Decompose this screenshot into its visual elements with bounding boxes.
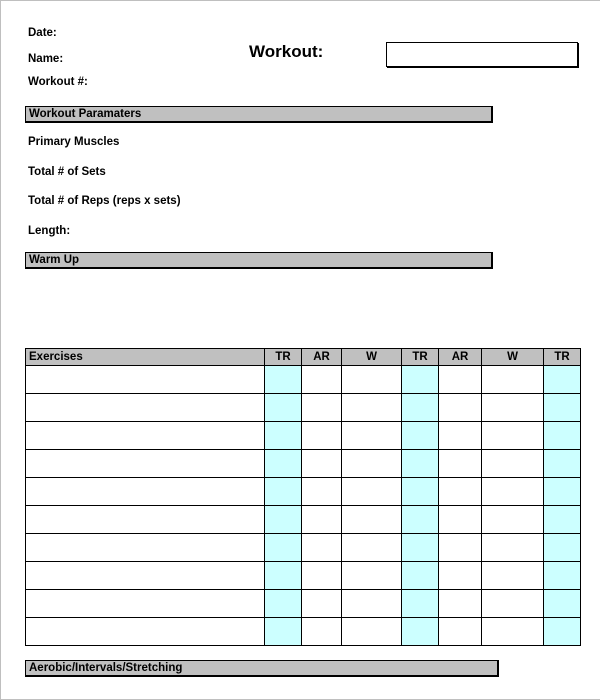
tr-cell[interactable] <box>544 478 581 506</box>
table-row <box>26 366 581 394</box>
tr-cell[interactable] <box>265 394 302 422</box>
column-header-exercises: Exercises <box>26 349 265 366</box>
exercise-grid <box>25 348 581 646</box>
tr-cell[interactable] <box>402 366 439 394</box>
total-sets-label: Total # of Sets <box>28 166 106 178</box>
table-row <box>26 618 581 646</box>
length-label: Length: <box>28 225 71 237</box>
tr-cell[interactable] <box>265 590 302 618</box>
ar-cell[interactable] <box>302 394 342 422</box>
workout-number-label: Workout #: <box>28 76 88 88</box>
table-row <box>26 562 581 590</box>
column-header-w: W <box>482 349 544 366</box>
exercise-cell[interactable] <box>26 618 265 646</box>
table-row <box>26 534 581 562</box>
ar-cell[interactable] <box>302 506 342 534</box>
ar-cell[interactable] <box>302 562 342 590</box>
tr-cell[interactable] <box>265 366 302 394</box>
w-cell[interactable] <box>342 450 402 478</box>
tr-cell[interactable] <box>265 562 302 590</box>
tr-cell[interactable] <box>544 506 581 534</box>
w-cell[interactable] <box>342 562 402 590</box>
ar-cell[interactable] <box>439 394 482 422</box>
exercise-cell[interactable] <box>26 366 265 394</box>
tr-cell[interactable] <box>544 366 581 394</box>
exercise-cell[interactable] <box>26 422 265 450</box>
ar-cell[interactable] <box>302 590 342 618</box>
tr-cell[interactable] <box>402 506 439 534</box>
tr-cell[interactable] <box>544 590 581 618</box>
w-cell[interactable] <box>482 478 544 506</box>
ar-cell[interactable] <box>302 366 342 394</box>
w-cell[interactable] <box>342 534 402 562</box>
exercise-cell[interactable] <box>26 534 265 562</box>
total-reps-label: Total # of Reps (reps x sets) <box>28 195 181 207</box>
w-cell[interactable] <box>482 366 544 394</box>
primary-muscles-label: Primary Muscles <box>28 136 120 148</box>
column-header-ar: AR <box>302 349 342 366</box>
warmup-section-header: Warm Up <box>25 252 493 269</box>
w-cell[interactable] <box>482 394 544 422</box>
tr-cell[interactable] <box>544 450 581 478</box>
tr-cell[interactable] <box>265 478 302 506</box>
tr-cell[interactable] <box>544 562 581 590</box>
tr-cell[interactable] <box>402 534 439 562</box>
ar-cell[interactable] <box>439 562 482 590</box>
ar-cell[interactable] <box>302 618 342 646</box>
tr-cell[interactable] <box>544 394 581 422</box>
workout-name-field[interactable] <box>386 42 578 67</box>
tr-cell[interactable] <box>402 618 439 646</box>
column-header-tr: TR <box>402 349 439 366</box>
exercise-table <box>25 348 581 646</box>
table-row <box>26 422 581 450</box>
name-label: Name: <box>28 53 64 65</box>
table-row <box>26 506 581 534</box>
w-cell[interactable] <box>482 590 544 618</box>
tr-cell[interactable] <box>265 618 302 646</box>
ar-cell[interactable] <box>302 478 342 506</box>
tr-cell[interactable] <box>402 478 439 506</box>
column-header-tr: TR <box>265 349 302 366</box>
column-header-tr: TR <box>544 349 581 366</box>
w-cell[interactable] <box>342 590 402 618</box>
ar-cell[interactable] <box>439 478 482 506</box>
w-cell[interactable] <box>342 618 402 646</box>
w-cell[interactable] <box>342 422 402 450</box>
w-cell[interactable] <box>482 506 544 534</box>
date-label: Date: <box>28 27 57 39</box>
table-row <box>26 478 581 506</box>
w-cell[interactable] <box>482 618 544 646</box>
parameters-section-header: Workout Paramaters <box>25 106 493 123</box>
w-cell[interactable] <box>482 422 544 450</box>
tr-cell[interactable] <box>402 394 439 422</box>
table-header-row <box>26 349 581 366</box>
tr-cell[interactable] <box>544 422 581 450</box>
ar-cell[interactable] <box>439 590 482 618</box>
w-cell[interactable] <box>482 562 544 590</box>
exercise-table-body <box>26 366 581 646</box>
tr-cell[interactable] <box>265 534 302 562</box>
table-row <box>26 394 581 422</box>
tr-cell[interactable] <box>265 450 302 478</box>
exercise-cell[interactable] <box>26 506 265 534</box>
table-row <box>26 450 581 478</box>
tr-cell[interactable] <box>402 422 439 450</box>
ar-cell[interactable] <box>439 506 482 534</box>
ar-cell[interactable] <box>439 618 482 646</box>
ar-cell[interactable] <box>439 534 482 562</box>
ar-cell[interactable] <box>302 534 342 562</box>
exercise-cell[interactable] <box>26 394 265 422</box>
w-cell[interactable] <box>342 506 402 534</box>
tr-cell[interactable] <box>402 590 439 618</box>
tr-cell[interactable] <box>402 450 439 478</box>
exercise-cell[interactable] <box>26 450 265 478</box>
ar-cell[interactable] <box>302 450 342 478</box>
workout-title: Workout: <box>249 42 324 61</box>
table-row <box>26 590 581 618</box>
w-cell[interactable] <box>342 478 402 506</box>
exercise-cell[interactable] <box>26 478 265 506</box>
ar-cell[interactable] <box>302 422 342 450</box>
column-header-ar: AR <box>439 349 482 366</box>
w-cell[interactable] <box>342 394 402 422</box>
tr-cell[interactable] <box>265 422 302 450</box>
aerobic-section-header: Aerobic/Intervals/Stretching <box>25 660 499 677</box>
w-cell[interactable] <box>482 450 544 478</box>
tr-cell[interactable] <box>544 618 581 646</box>
exercise-cell[interactable] <box>26 562 265 590</box>
column-header-w: W <box>342 349 402 366</box>
w-cell[interactable] <box>342 366 402 394</box>
ar-cell[interactable] <box>439 366 482 394</box>
w-cell[interactable] <box>482 534 544 562</box>
ar-cell[interactable] <box>439 422 482 450</box>
tr-cell[interactable] <box>265 506 302 534</box>
exercise-cell[interactable] <box>26 590 265 618</box>
ar-cell[interactable] <box>439 450 482 478</box>
tr-cell[interactable] <box>402 562 439 590</box>
tr-cell[interactable] <box>544 534 581 562</box>
